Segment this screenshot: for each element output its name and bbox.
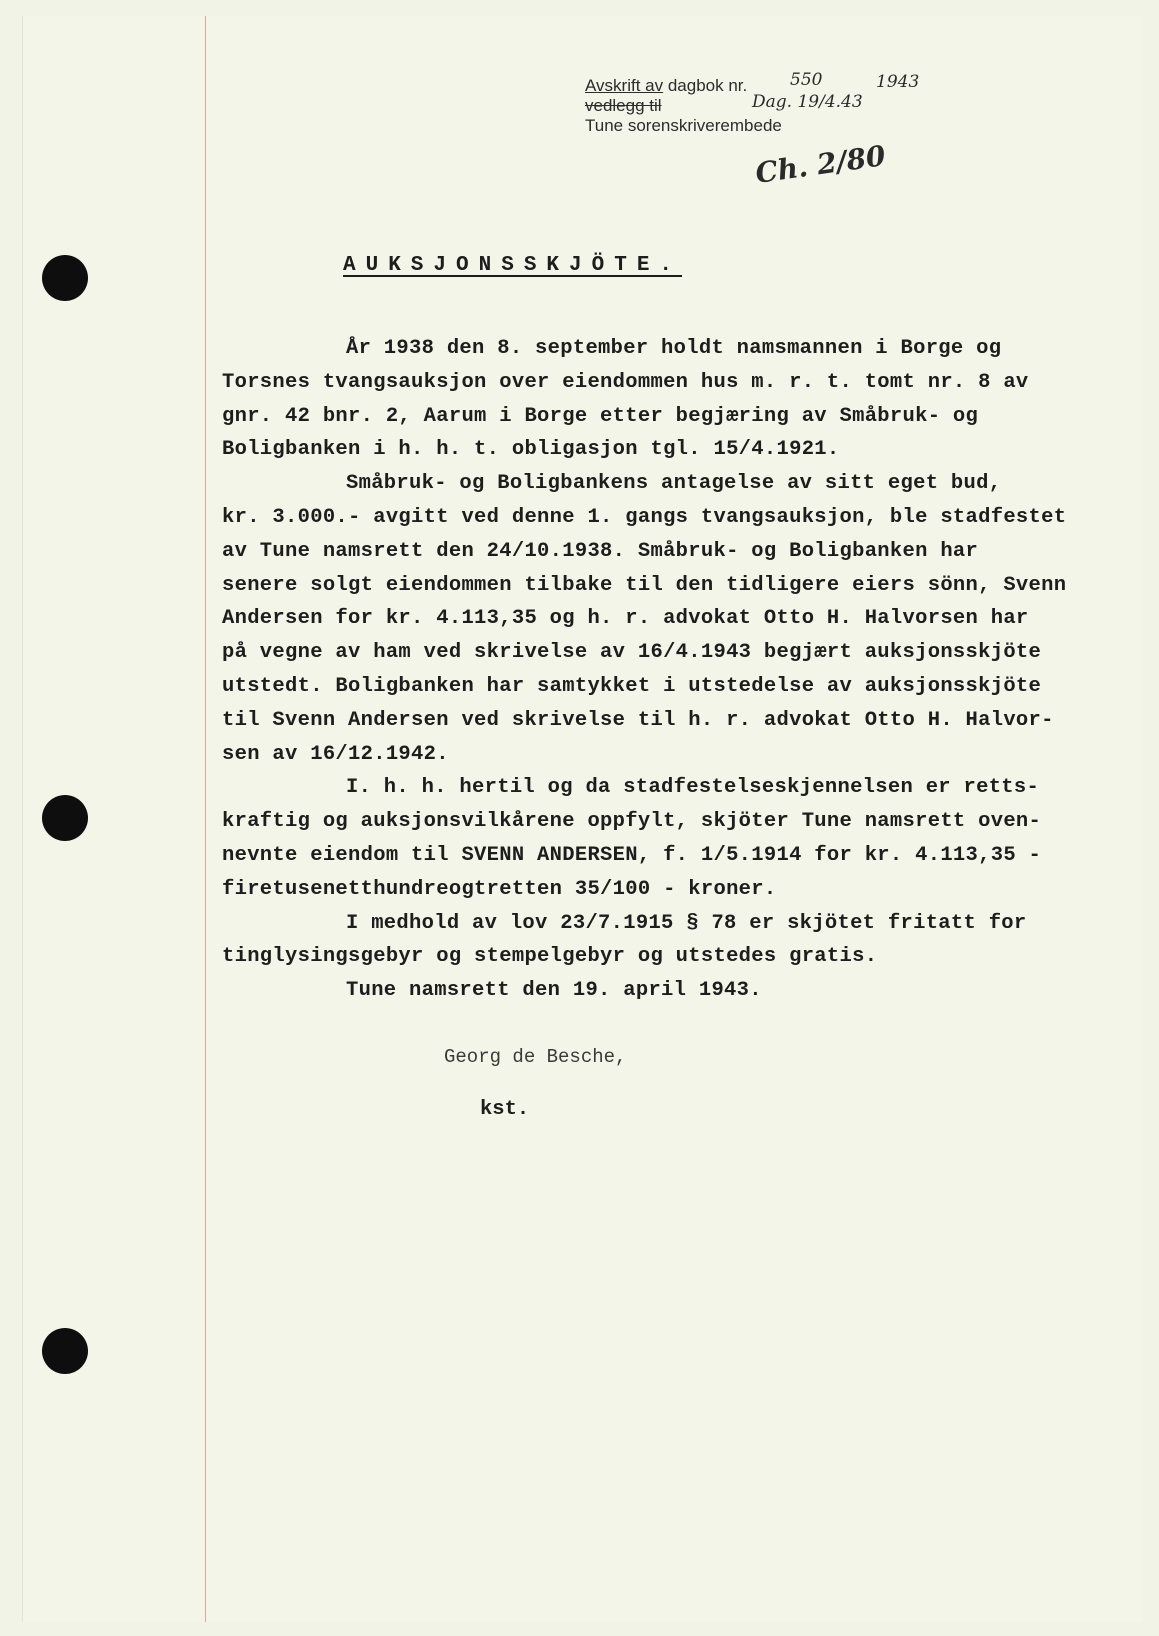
body-line: senere solgt eiendommen tilbake til den tidligere eiers sönn, Svenn [222, 573, 1067, 597]
stamp-prefix: Avskrift av [585, 76, 664, 95]
body-line: kraftig og auksjonsvilkårene oppfylt, skjöter Tune namsrett oven- [222, 810, 1042, 834]
body-line: av Tune namsrett den 24/10.1938. Småbruk- og Boligbanken har [222, 539, 979, 563]
document-title: AUKSJONSSKJÖTE. [343, 254, 683, 277]
dagbok-number: 550 [790, 70, 823, 90]
document-body [222, 332, 1142, 1008]
body-line: til Svenn Andersen ved skrivelse til h. r. advokat Otto H. Halvor- [222, 708, 1054, 732]
body-line: I. h. h. hertil og da stadfestelseskjennelsen er retts- [346, 776, 1040, 800]
stamp-vedlegg: vedlegg til [585, 96, 662, 115]
margin-rule [205, 16, 206, 1622]
stamp-dagbok-label: dagbok nr. [667, 76, 748, 95]
body-line: sen av 16/12.1942. [222, 742, 449, 766]
signature-name: Georg de Besche, [444, 1046, 627, 1068]
body-line: tinglysingsgebyr og stempelgebyr og utstedes gratis. [222, 945, 878, 969]
body-line: Boligbanken i h. h. t. obligasjon tgl. 15/4.1921. [222, 438, 840, 462]
body-line: Andersen for kr. 4.113,35 og h. r. advokat Otto H. Halvorsen har [222, 607, 1029, 631]
body-line: gnr. 42 bnr. 2, Aarum i Borge etter begjæring av Småbruk- og [222, 404, 979, 428]
body-line: Småbruk- og Boligbankens antagelse av sitt eget bud, [346, 472, 1002, 496]
body-line: Tune namsrett den 19. april 1943. [346, 979, 762, 1003]
punch-hole-bottom [42, 1328, 88, 1374]
body-line: kr. 3.000.- avgitt ved denne 1. gangs tvangsauksjon, ble stadfestet [222, 505, 1067, 529]
handwritten-reference: Ch. 2/80 [753, 139, 888, 190]
body-line: Torsnes tvangsauksjon over eiendommen hus m. r. t. tomt nr. 8 av [222, 370, 1029, 394]
body-line: utstedt. Boligbanken har samtykket i utstedelse av auksjonsskjöte [222, 674, 1042, 698]
date-note: Dag. 19/4.43 [752, 92, 863, 112]
body-line: År 1938 den 8. september holdt namsmannen i Borge og [346, 337, 1002, 360]
body-line: på vegne av ham ved skrivelse av 16/4.1943 begjært auksjonsskjöte [222, 641, 1042, 665]
punch-hole-middle [42, 795, 88, 841]
signature-title: kst. [480, 1098, 530, 1121]
stamp-office: Tune sorenskriverembede [585, 116, 782, 135]
punch-hole-top [42, 255, 88, 301]
body-line: firetusenetthundreogtretten 35/100 - kroner. [222, 877, 777, 901]
body-line: I medhold av lov 23/7.1915 § 78 er skjötet fritatt for [346, 911, 1027, 935]
dagbok-year: 1943 [876, 72, 920, 92]
body-line: nevnte eiendom til SVENN ANDERSEN, f. 1/5.1914 for kr. 4.113,35 - [222, 843, 1042, 867]
